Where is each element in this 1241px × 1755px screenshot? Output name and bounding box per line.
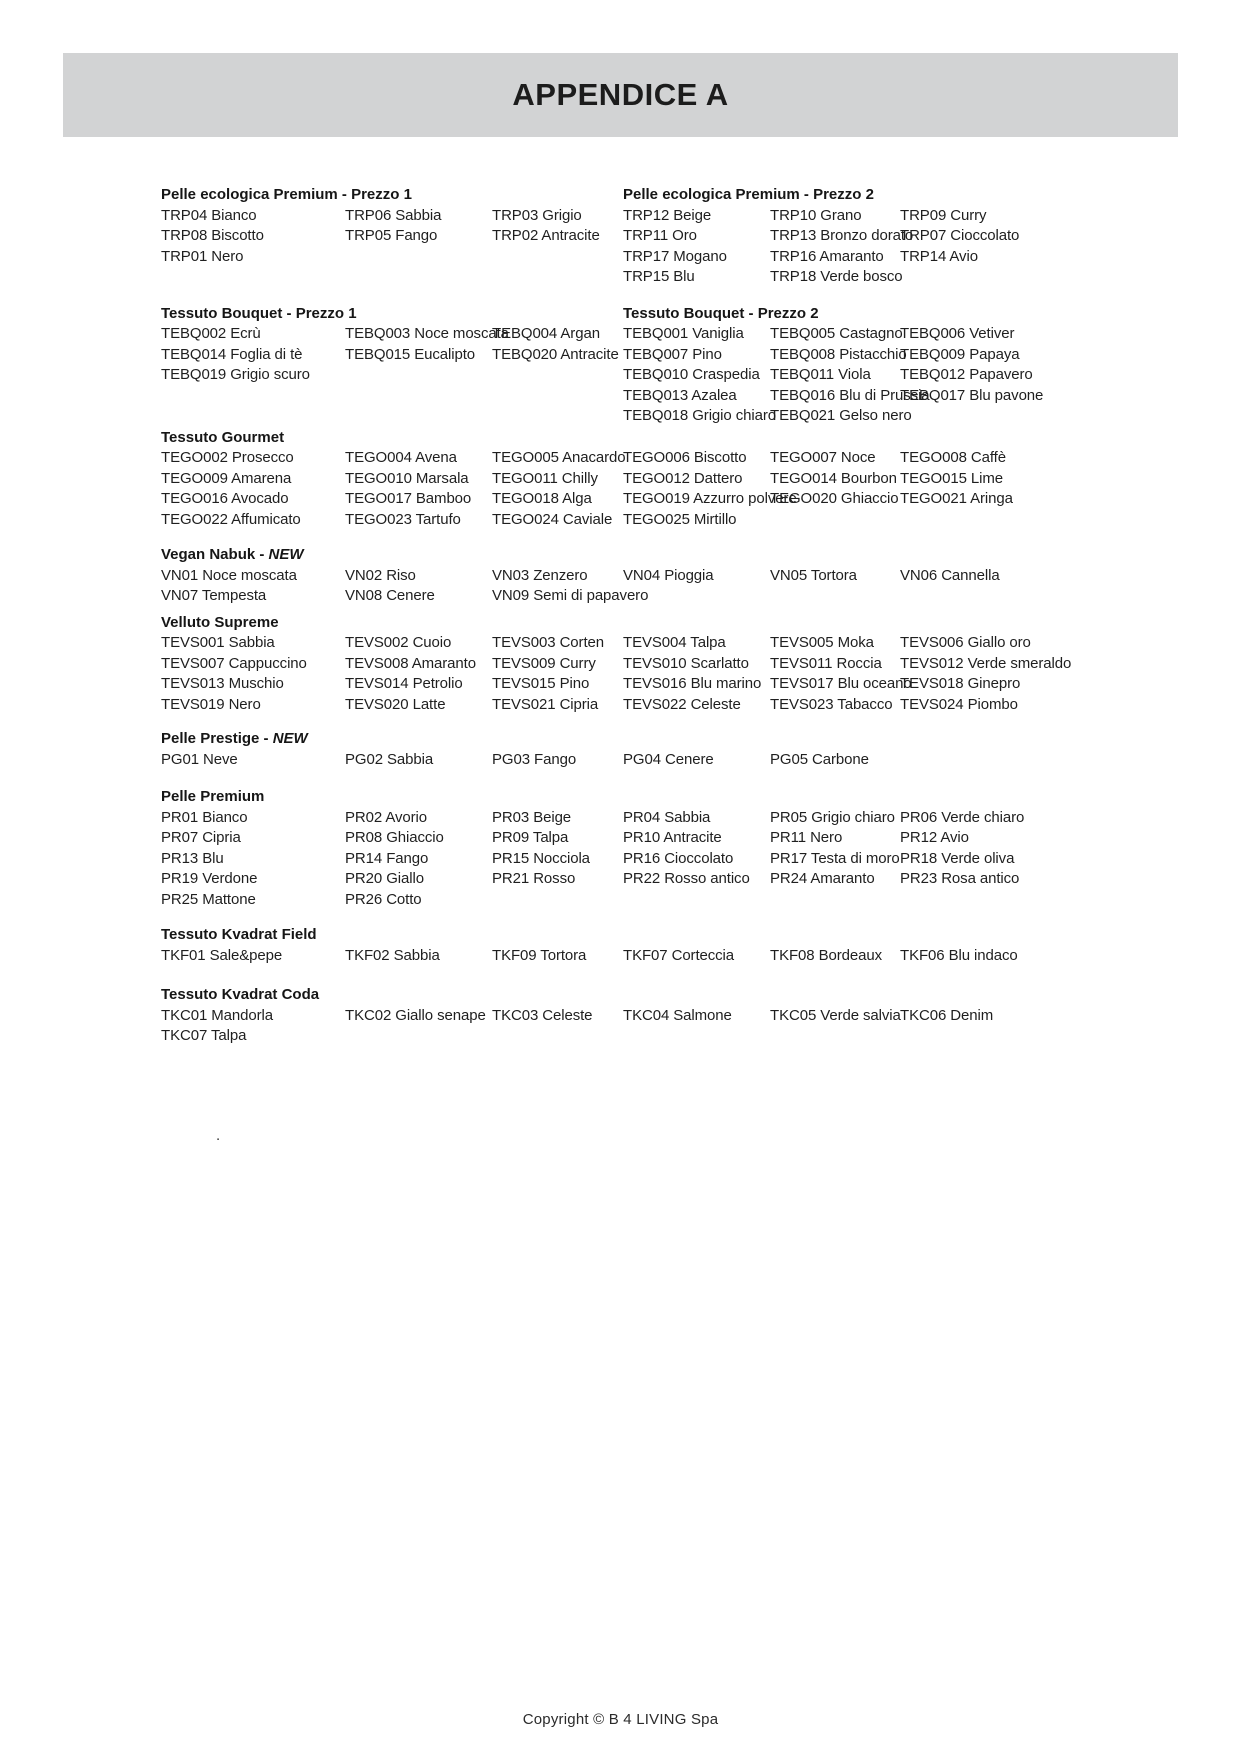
section-title: Vegan Nabuk - NEW xyxy=(161,546,304,563)
swatch-item: TEVS005 Moka xyxy=(770,634,874,651)
swatch-item: TRP03 Grigio xyxy=(492,206,582,224)
section-pelle-prestige xyxy=(161,729,1101,770)
swatch-item: PR11 Nero xyxy=(770,829,843,846)
swatch-grid xyxy=(161,448,1101,530)
swatch-grid xyxy=(161,206,623,268)
swatch-item: TKC03 Celeste xyxy=(492,1006,593,1024)
swatch-item: TEGO012 Dattero xyxy=(623,469,743,487)
section-pelle-premium xyxy=(161,787,1101,910)
swatch-item: TKC01 Mandorla xyxy=(161,1006,273,1024)
new-badge: NEW xyxy=(272,730,308,747)
swatch-item: TEVS013 Muschio xyxy=(161,675,284,692)
swatch-item: PR23 Rosa antico xyxy=(900,870,1020,887)
swatch-item: TEGO024 Caviale xyxy=(492,510,613,528)
swatch-item: TRP18 Verde bosco xyxy=(770,268,903,285)
swatch-item: TEBQ017 Blu pavone xyxy=(900,386,1044,404)
swatch-item: TKF08 Bordeaux xyxy=(770,946,882,964)
swatch-item: PR13 Blu xyxy=(161,849,224,867)
swatch-item: TEGO019 Azzurro polvere xyxy=(623,490,797,507)
swatch-item: TKF02 Sabbia xyxy=(345,946,440,964)
swatch-item: TEVS020 Latte xyxy=(345,695,446,713)
swatch-item: TEGO011 Chilly xyxy=(492,469,598,487)
swatch-item: VN01 Noce moscata xyxy=(161,566,297,584)
section-pair-row xyxy=(161,185,1101,288)
swatch-item: TEBQ006 Vetiver xyxy=(900,325,1015,342)
swatch-item: TRP12 Beige xyxy=(623,206,712,224)
swatch-item: TEVS022 Celeste xyxy=(623,695,741,713)
swatch-item: TEVS017 Blu oceano xyxy=(770,675,912,692)
swatch-item: TEBQ004 Argan xyxy=(492,325,600,342)
swatch-item: TEGO022 Affumicato xyxy=(161,510,301,528)
swatch-item: TEBQ018 Grigio chiaro xyxy=(623,407,776,424)
swatch-item: TEVS023 Tabacco xyxy=(770,695,893,713)
swatch-item: PR26 Cotto xyxy=(345,890,422,908)
section-title: Tessuto Kvadrat Coda xyxy=(161,986,320,1003)
swatch-item: PR02 Avorio xyxy=(345,808,428,826)
color-code-lists xyxy=(161,137,1101,1047)
swatch-item: TRP06 Sabbia xyxy=(345,206,442,224)
swatch-item: TRP13 Bronzo dorato xyxy=(770,227,914,244)
swatch-item: TEVS016 Blu marino xyxy=(623,675,762,692)
swatch-item: TEVS008 Amaranto xyxy=(345,654,476,672)
swatch-item: TEBQ005 Castagno xyxy=(770,325,903,342)
swatch-item: TRP02 Antracite xyxy=(492,227,600,244)
swatch-grid xyxy=(623,206,1101,288)
swatch-item: PR12 Avio xyxy=(900,829,969,846)
swatch-item: TKC07 Talpa xyxy=(161,1027,247,1044)
swatch-item: TEBQ009 Papaya xyxy=(900,345,1020,363)
swatch-item: VN08 Cenere xyxy=(345,587,435,604)
swatch-item: TEVS009 Curry xyxy=(492,654,596,672)
swatch-item: PR19 Verdone xyxy=(161,870,258,887)
swatch-item: TEBQ015 Eucalipto xyxy=(345,345,476,363)
swatch-item: TEVS011 Roccia xyxy=(770,654,882,672)
swatch-item: PG03 Fango xyxy=(492,750,577,768)
swatch-item: TEGO015 Lime xyxy=(900,469,1004,487)
swatch-item: TEVS018 Ginepro xyxy=(900,675,1021,692)
section-title: Pelle Premium xyxy=(161,788,265,805)
swatch-grid xyxy=(161,750,1101,771)
swatch-item: TEGO016 Avocado xyxy=(161,490,289,507)
swatch-item: PR05 Grigio chiaro xyxy=(770,808,895,826)
swatch-item: PR21 Rosso xyxy=(492,870,576,887)
swatch-item: TEVS015 Pino xyxy=(492,675,590,692)
section-velluto-supreme xyxy=(161,613,1101,716)
section-tessuto-kvadrat-coda xyxy=(161,985,1101,1047)
swatch-item: TEGO004 Avena xyxy=(345,449,457,466)
section-title: Pelle ecologica Premium - Prezzo 1 xyxy=(161,186,412,203)
swatch-item: TRP01 Nero xyxy=(161,247,244,265)
swatch-item: TRP08 Biscotto xyxy=(161,227,264,244)
swatch-item: TRP15 Blu xyxy=(623,268,695,285)
section-title: Velluto Supreme xyxy=(161,613,279,631)
swatch-item: TEBQ016 Blu di Prussia xyxy=(770,386,930,404)
swatch-item: TEVS001 Sabbia xyxy=(161,634,275,651)
section-tessuto-kvadrat-field xyxy=(161,925,1101,966)
swatch-item: TEBQ012 Papavero xyxy=(900,366,1033,383)
swatch-item: TEBQ002 Ecrù xyxy=(161,325,261,342)
swatch-item: TEGO007 Noce xyxy=(770,449,876,466)
swatch-item: TEVS019 Nero xyxy=(161,695,261,713)
swatch-item: TEGO002 Prosecco xyxy=(161,449,294,466)
swatch-item: TEBQ013 Azalea xyxy=(623,386,737,404)
swatch-item: TEVS010 Scarlatto xyxy=(623,654,749,672)
swatch-item: TEVS006 Giallo oro xyxy=(900,634,1031,651)
swatch-item: TEBQ007 Pino xyxy=(623,345,722,363)
swatch-item: TEVS021 Cipria xyxy=(492,695,599,713)
swatch-item: TEGO010 Marsala xyxy=(345,469,469,487)
swatch-grid xyxy=(161,633,1101,715)
swatch-item: TRP11 Oro xyxy=(623,227,697,244)
swatch-item: PR04 Sabbia xyxy=(623,808,711,826)
swatch-grid xyxy=(161,566,1101,607)
swatch-item: PG02 Sabbia xyxy=(345,750,434,768)
swatch-item: TRP05 Fango xyxy=(345,227,438,244)
section-pelle-ecologica-premium-prezzo-2 xyxy=(623,185,1101,288)
swatch-item: VN02 Riso xyxy=(345,566,416,584)
section-title: Pelle ecologica Premium - Prezzo 2 xyxy=(623,186,874,203)
swatch-item: PG01 Neve xyxy=(161,750,238,768)
swatch-item: TKF07 Corteccia xyxy=(623,946,735,964)
swatch-item: PR10 Antracite xyxy=(623,829,722,846)
section-pelle-ecologica-premium-prezzo-1 xyxy=(161,185,623,267)
section-title: Tessuto Kvadrat Field xyxy=(161,926,317,943)
swatch-item: TRP07 Cioccolato xyxy=(900,227,1020,244)
swatch-item: TEBQ014 Foglia di tè xyxy=(161,345,303,363)
swatch-item: VN09 Semi di papavero xyxy=(492,587,649,604)
swatch-item: TEGO018 Alga xyxy=(492,490,592,507)
swatch-item: PR03 Beige xyxy=(492,808,572,826)
stray-period-mark: . xyxy=(216,1127,221,1144)
swatch-grid xyxy=(623,324,1101,427)
page-title: APPENDICE A xyxy=(512,77,729,112)
swatch-grid xyxy=(161,1006,1101,1047)
swatch-item: TKF01 Sale&pepe xyxy=(161,946,283,964)
swatch-item: TEGO017 Bamboo xyxy=(345,490,472,507)
swatch-item: PR14 Fango xyxy=(345,849,429,867)
swatch-grid xyxy=(161,808,1101,911)
section-title: Tessuto Bouquet - Prezzo 2 xyxy=(623,304,819,322)
swatch-item: TRP09 Curry xyxy=(900,206,987,224)
swatch-item: TEVS024 Piombo xyxy=(900,695,1018,713)
swatch-item: PR06 Verde chiaro xyxy=(900,808,1025,826)
swatch-item: TEVS004 Talpa xyxy=(623,634,726,651)
swatch-item: PG04 Cenere xyxy=(623,750,714,768)
swatch-item: PR09 Talpa xyxy=(492,829,569,846)
swatch-grid xyxy=(161,324,623,386)
swatch-item: TEGO023 Tartufo xyxy=(345,510,461,528)
swatch-item: TEVS003 Corten xyxy=(492,634,604,651)
swatch-item: VN04 Pioggia xyxy=(623,566,714,584)
swatch-item: PR07 Cipria xyxy=(161,829,241,846)
swatch-item: TEGO021 Aringa xyxy=(900,490,1013,507)
swatch-item: TEGO008 Caffè xyxy=(900,449,1006,466)
swatch-item: TEBQ019 Grigio scuro xyxy=(161,366,310,383)
swatch-item: TRP14 Avio xyxy=(900,247,978,265)
swatch-item: TEGO020 Ghiaccio xyxy=(770,490,899,507)
swatch-item: TRP17 Mogano xyxy=(623,247,727,265)
section-title: Tessuto Bouquet - Prezzo 1 xyxy=(161,304,357,322)
swatch-item: PR20 Giallo xyxy=(345,870,424,887)
swatch-item: TEVS007 Cappuccino xyxy=(161,654,307,672)
swatch-item: VN05 Tortora xyxy=(770,566,857,584)
swatch-item: TEBQ003 Noce moscata xyxy=(345,325,509,342)
swatch-item: TEBQ021 Gelso nero xyxy=(770,407,912,424)
swatch-grid xyxy=(161,946,1101,967)
new-badge: NEW xyxy=(268,546,304,563)
section-tessuto-gourmet xyxy=(161,428,1101,531)
section-tessuto-bouquet-prezzo-2 xyxy=(623,304,1101,427)
swatch-item: PR08 Ghiaccio xyxy=(345,829,444,846)
swatch-item: VN06 Cannella xyxy=(900,566,1000,584)
swatch-item: TEGO006 Biscotto xyxy=(623,449,747,466)
swatch-item: PR18 Verde oliva xyxy=(900,849,1015,867)
swatch-item: PR01 Bianco xyxy=(161,808,248,826)
swatch-item: TRP04 Bianco xyxy=(161,206,257,224)
swatch-item: VN03 Zenzero xyxy=(492,566,588,584)
swatch-item: TKC04 Salmone xyxy=(623,1006,732,1024)
appendix-banner xyxy=(63,53,1178,137)
swatch-item: TEVS012 Verde smeraldo xyxy=(900,654,1072,672)
swatch-item: TEBQ001 Vaniglia xyxy=(623,325,744,342)
section-pair-row xyxy=(161,304,1101,427)
swatch-item: TEBQ010 Craspedia xyxy=(623,366,760,383)
section-title: Tessuto Gourmet xyxy=(161,428,285,446)
swatch-item: TEGO025 Mirtillo xyxy=(623,510,737,528)
swatch-item: TKC06 Denim xyxy=(900,1006,994,1024)
section-tessuto-bouquet-prezzo-1 xyxy=(161,304,623,386)
swatch-item: TKF09 Tortora xyxy=(492,946,587,964)
swatch-item: TEVS002 Cuoio xyxy=(345,634,452,651)
swatch-item: PR16 Cioccolato xyxy=(623,849,734,867)
swatch-item: PR24 Amaranto xyxy=(770,870,875,887)
swatch-item: PR15 Nocciola xyxy=(492,849,590,867)
swatch-item: TRP10 Grano xyxy=(770,206,862,224)
swatch-item: PG05 Carbone xyxy=(770,750,869,768)
swatch-item: TKC02 Giallo senape xyxy=(345,1006,486,1024)
swatch-item: TKC05 Verde salvia xyxy=(770,1006,901,1024)
copyright-footer: Copyright © B 4 LIVING Spa xyxy=(522,1711,719,1728)
swatch-item: TEGO009 Amarena xyxy=(161,469,292,487)
swatch-item: TEGO005 Anacardo xyxy=(492,449,626,466)
section-title: Pelle Prestige - NEW xyxy=(161,730,308,747)
swatch-item: PR22 Rosso antico xyxy=(623,870,750,887)
swatch-item: PR17 Testa di moro xyxy=(770,849,900,867)
swatch-item: TEBQ011 Viola xyxy=(770,366,871,383)
section-vegan-nabuk xyxy=(161,545,1101,607)
swatch-item: TEBQ020 Antracite xyxy=(492,345,619,363)
swatch-item: TKF06 Blu indaco xyxy=(900,946,1018,964)
swatch-item: TRP16 Amaranto xyxy=(770,247,884,265)
swatch-item: TEGO014 Bourbon xyxy=(770,469,897,487)
swatch-item: TEBQ008 Pistacchio xyxy=(770,345,907,363)
swatch-item: TEVS014 Petrolio xyxy=(345,675,463,692)
swatch-item: PR25 Mattone xyxy=(161,890,256,908)
swatch-item: VN07 Tempesta xyxy=(161,587,267,604)
